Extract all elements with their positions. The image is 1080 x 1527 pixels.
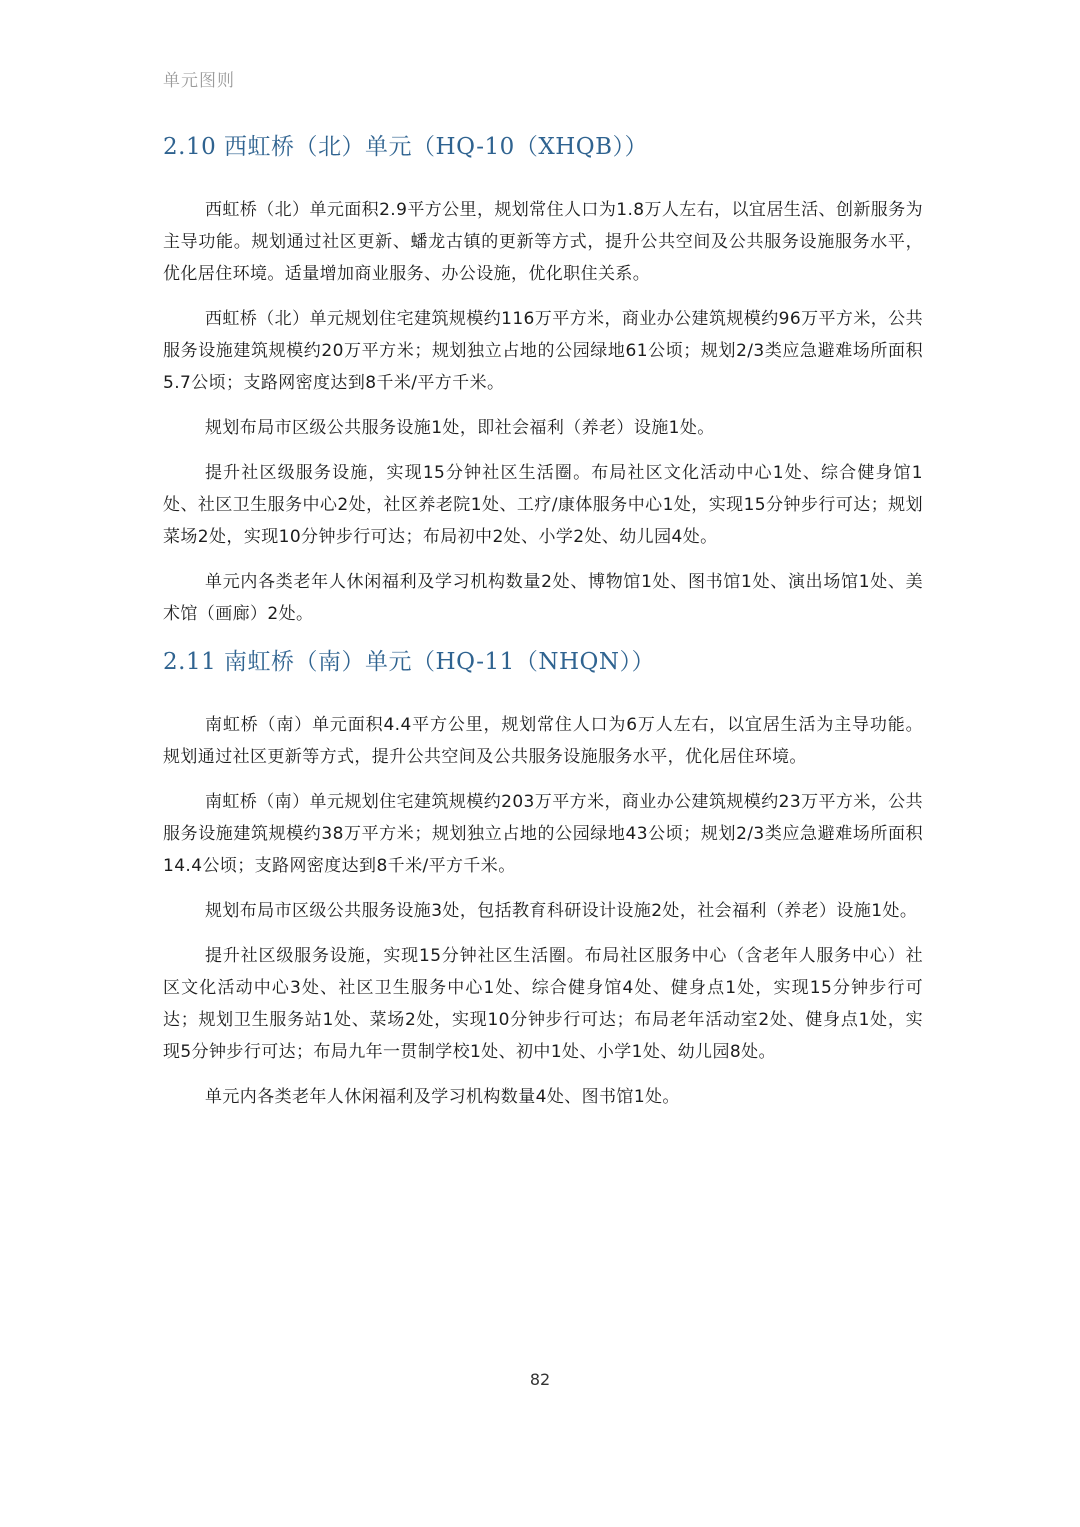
paragraph: 规划布局市区级公共服务设施1处，即社会福利（养老）设施1处。	[205, 418, 715, 438]
page-content	[163, 128, 923, 1126]
section-heading-2-11: 2.11 南虹桥（南）单元（HQ-11（NHQN））	[163, 649, 655, 675]
paragraph: 提升社区级服务设施，实现15分钟社区生活圈。布局社区文化活动中心1处、综合健身馆1处、社区卫生服务中心2处，社区养老院1处、工疗/康体服务中心1处，实现15分钟步行可达；规划菜场2处，实现10分钟步行可达；布局初中2处、小学2处、幼儿园4处。	[163, 463, 923, 547]
paragraph: 规划布局市区级公共服务设施3处，包括教育科研设计设施2处，社会福利（养老）设施1处。	[205, 901, 918, 921]
paragraph: 单元内各类老年人休闲福利及学习机构数量2处、博物馆1处、图书馆1处、演出场馆1处、美术馆（画廊）2处。	[163, 572, 923, 624]
paragraph: 西虹桥（北）单元规划住宅建筑规模约116万平方米，商业办公建筑规模约96万平方米，公共服务设施建筑规模约20万平方米；规划独立占地的公园绿地61公顷；规划2/3类应急避难场所面积5.7公顷；支路网密度达到8千米/平方千米。	[163, 309, 923, 393]
paragraph: 南虹桥（南）单元规划住宅建筑规模约203万平方米，商业办公建筑规模约23万平方米，公共服务设施建筑规模约38万平方米；规划独立占地的公园绿地43公顷；规划2/3类应急避难场所面积14.4公顷；支路网密度达到8千米/平方千米。	[163, 792, 923, 876]
page-number: 82	[529, 1370, 551, 1389]
section-heading-2-10: 2.10 西虹桥（北）单元（HQ-10（XHQB））	[163, 134, 649, 160]
paragraph: 单元内各类老年人休闲福利及学习机构数量4处、图书馆1处。	[205, 1087, 680, 1107]
running-header: 单元图则	[163, 71, 235, 91]
paragraph: 西虹桥（北）单元面积2.9平方公里，规划常住人口为1.8万人左右，以宜居生活、创新服务为主导功能。规划通过社区更新、蟠龙古镇的更新等方式，提升公共空间及公共服务设施服务水平，优化居住环境。适量增加商业服务、办公设施，优化职住关系。	[163, 200, 923, 284]
paragraph: 提升社区级服务设施，实现15分钟社区生活圈。布局社区服务中心（含老年人服务中心）社区文化活动中心3处、社区卫生服务中心1处、综合健身馆4处、健身点1处，实现15分钟步行可达；规划卫生服务站1处、菜场2处，实现10分钟步行可达；布局老年活动室2处、健身点1处，实现5分钟步行可达；布局九年一贯制学校1处、初中1处、小学1处、幼儿园8处。	[163, 946, 923, 1062]
paragraph: 南虹桥（南）单元面积4.4平方公里，规划常住人口为6万人左右，以宜居生活为主导功能。规划通过社区更新等方式，提升公共空间及公共服务设施服务水平，优化居住环境。	[163, 715, 923, 767]
